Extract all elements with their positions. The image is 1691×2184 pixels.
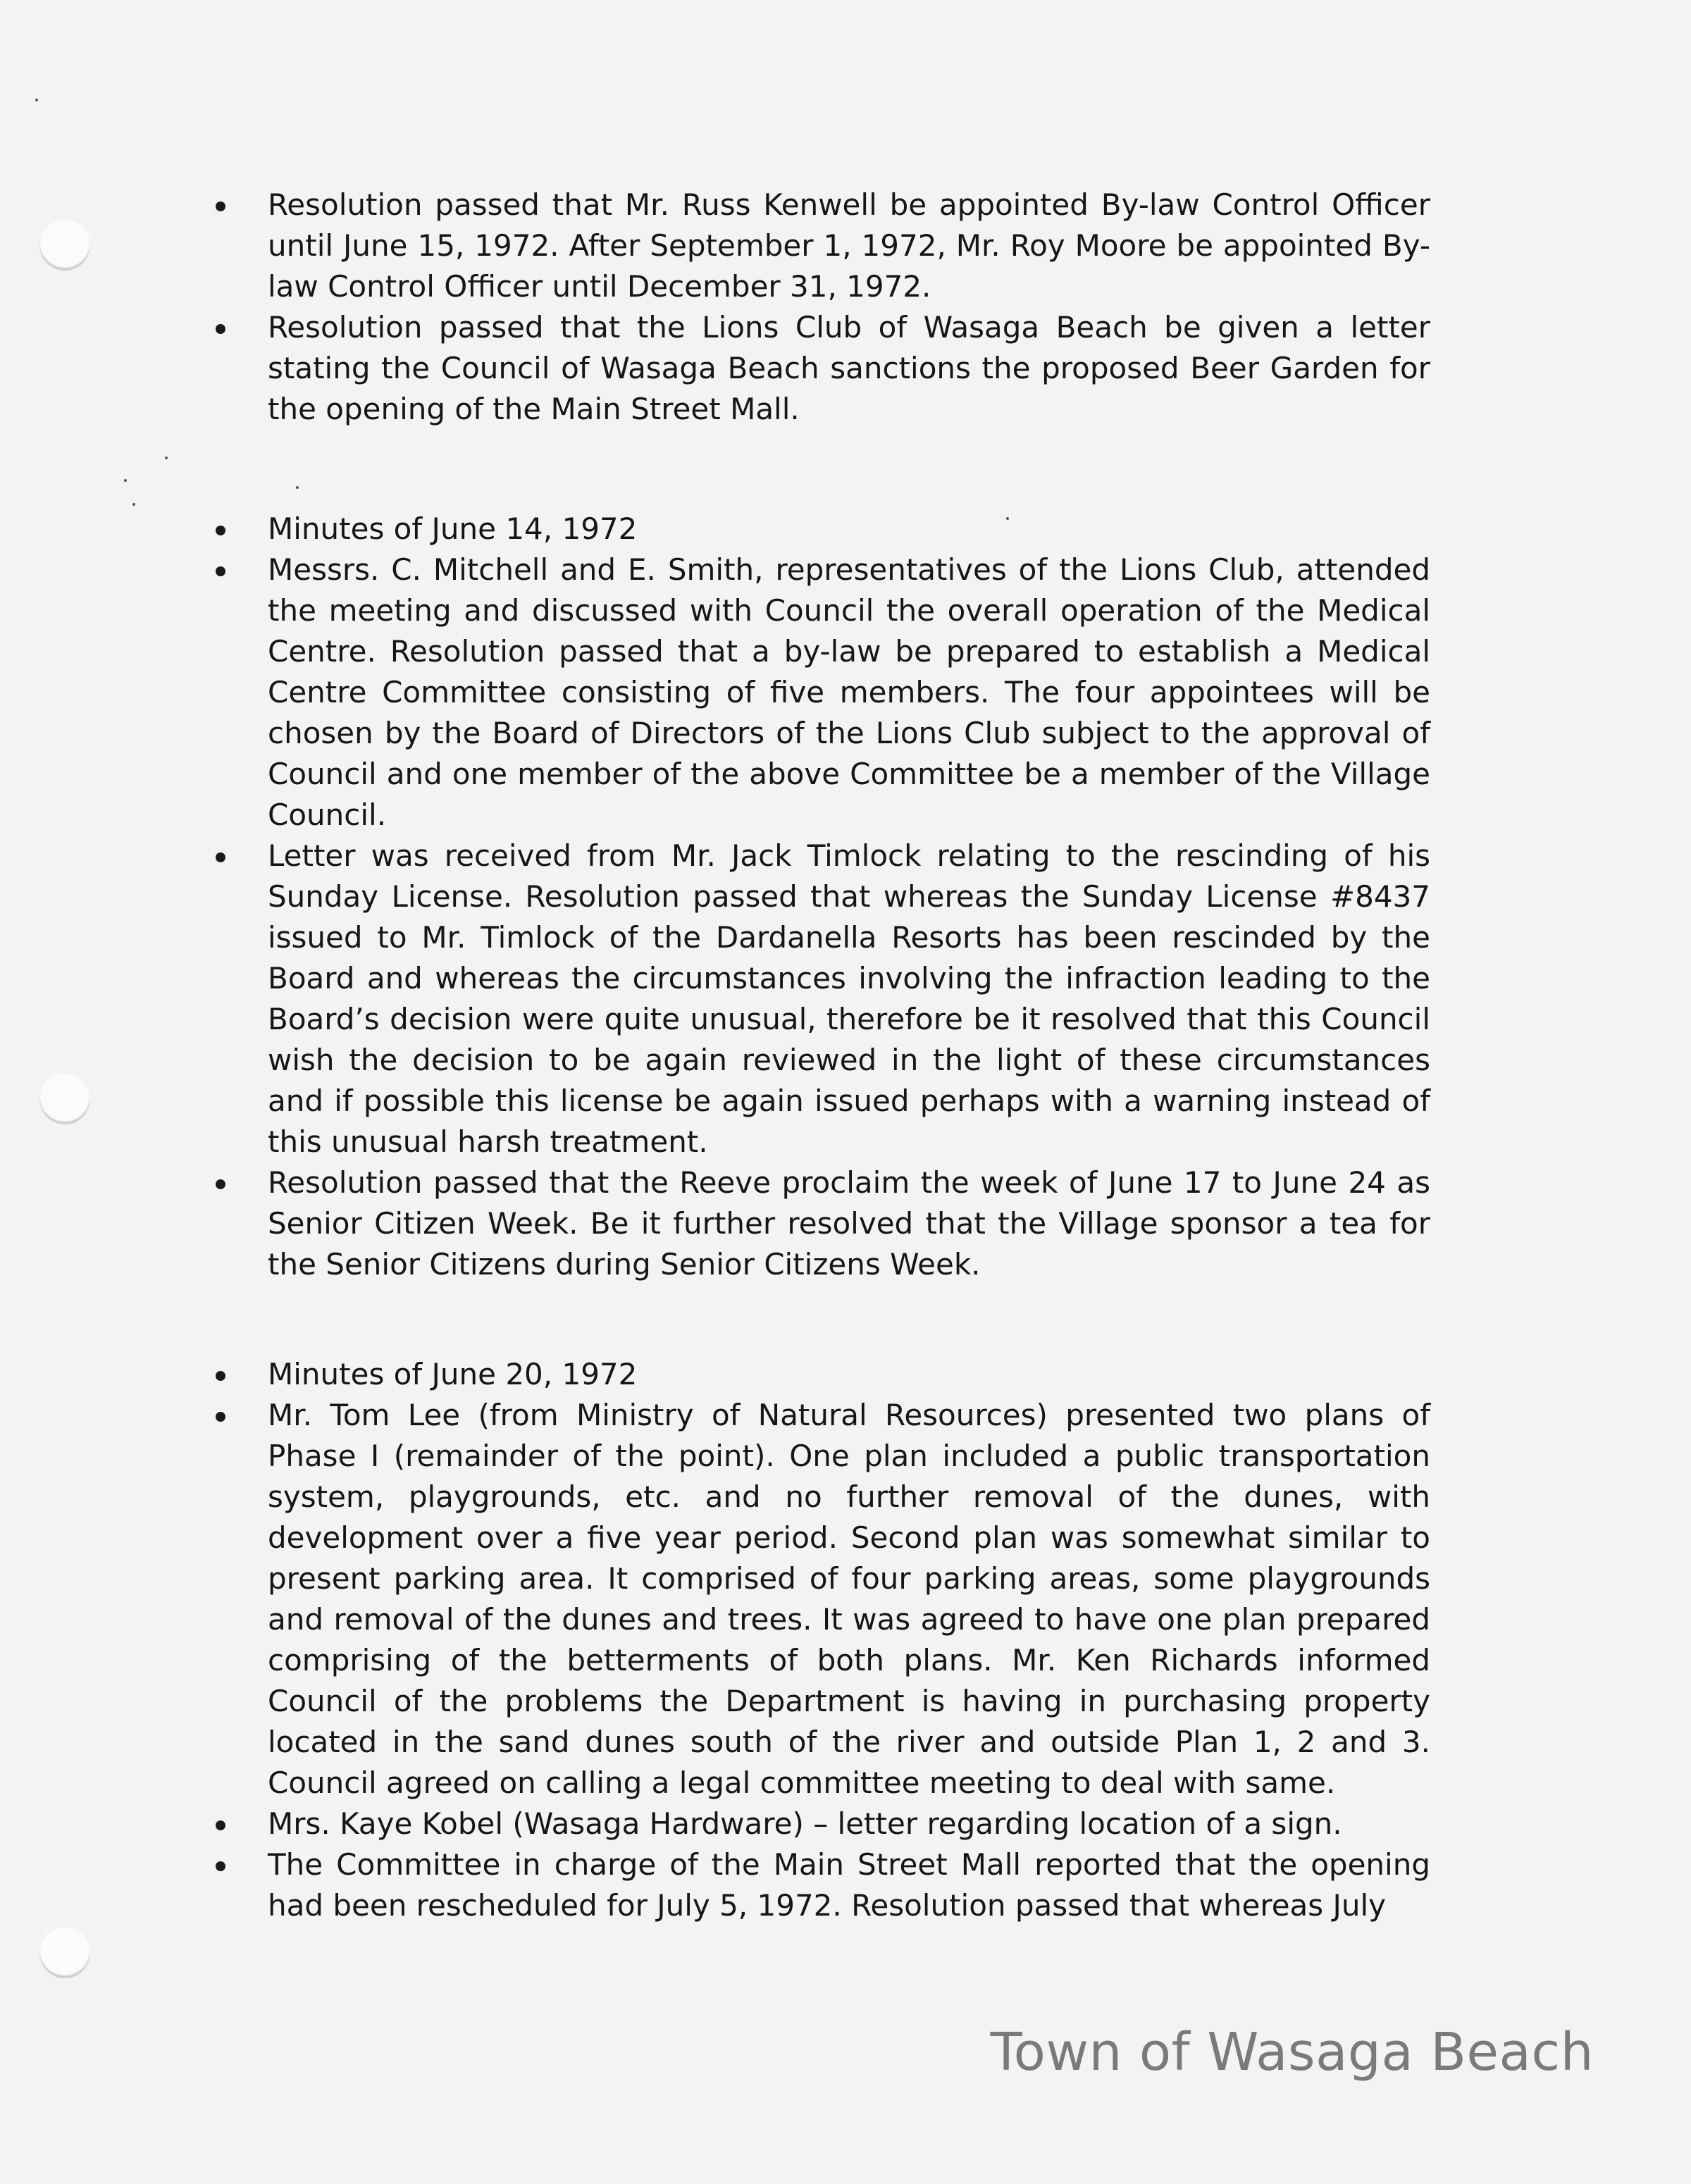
list-item (211, 185, 1430, 307)
list-item-text: Mr. Tom Lee (from Ministry of Natural Resources) presented two plans of Phase I (remainder of the point). One plan included a public transportation system, playgrounds, etc. and no further removal of the dunes, with development over a five year period. Second plan was somewhat similar to present parking area. It comprised of four parking areas, some playgrounds and removal of the dunes and trees. It was agreed to have one plan prepared comprising of the betterments of both plans. Mr. Ken Richards informed Council of the problems the Department is having in purchasing property located in the sand dunes south of the river and outside Plan 1, 2 and 3. Council agreed on calling a legal committee meeting to deal with same. (268, 1398, 1430, 1800)
bullet-icon (216, 1371, 225, 1381)
section-3 (211, 1354, 1430, 1926)
scan-speck (165, 457, 168, 459)
scan-speck (132, 503, 135, 506)
section-heading (211, 1354, 1430, 1395)
section-1 (211, 185, 1430, 430)
bullet-icon (216, 1179, 225, 1189)
list-item (211, 550, 1430, 836)
list-item-text: Resolution passed that the Reeve proclaim the week of June 17 to June 24 as Senior Citizen Week. Be it further resolved that the Village sponsor a tea for the Senior Citizens during Senior Citizens Week. (268, 1165, 1430, 1282)
punch-hole-top (39, 220, 90, 271)
list-item (211, 1804, 1430, 1844)
list-item (211, 1844, 1430, 1926)
bullet-icon (216, 526, 225, 535)
list-item-text: Resolution passed that Mr. Russ Kenwell be appointed By-law Control Officer until June 15, 1972. After September 1, 1972, Mr. Roy Moore be appointed By-law Control Officer until December 31, 1972. (268, 187, 1430, 304)
bullet-icon (216, 852, 225, 862)
list-item-text: Mrs. Kaye Kobel (Wasaga Hardware) – letter regarding location of a sign. (268, 1806, 1342, 1841)
watermark: Town of Wasaga Beach (990, 2022, 1594, 2083)
list-item (211, 1395, 1430, 1804)
section-heading (211, 509, 1430, 550)
scan-speck (124, 479, 127, 482)
list-item (211, 1162, 1430, 1285)
minutes-date-heading: Minutes of June 14, 1972 (268, 511, 638, 546)
list-item-text: The Committee in charge of the Main Street Mall reported that the opening had been rescheduled for July 5, 1972. Resolution passed that whereas July (268, 1847, 1430, 1923)
list-item-text: Resolution passed that the Lions Club of Wasaga Beach be given a letter stating the Council of Wasaga Beach sanctions the proposed Beer Garden for the opening of the Main Street Mall. (268, 310, 1430, 426)
scan-speck (296, 486, 299, 489)
list-item-text: Letter was received from Mr. Jack Timlock relating to the rescinding of his Sunday License. Resolution passed that whereas the Sunday License #8437 issued to Mr. Timlock of the Dardanella Resorts has been rescinded by the Board and whereas the circumstances involving the infraction leading to the Board’s decision were quite unusual, therefore be it resolved that this Council wish the decision to be again reviewed in the light of these circumstances and if possible this license be again issued perhaps with a warning instead of this unusual harsh treatment. (268, 838, 1430, 1159)
minutes-date-heading: Minutes of June 20, 1972 (268, 1357, 638, 1391)
bullet-icon (216, 1412, 225, 1422)
list-item (211, 836, 1430, 1162)
punch-hole-bottom (39, 1928, 90, 1978)
bullet-icon (216, 566, 225, 576)
bullet-icon (216, 1820, 225, 1830)
list-item (211, 307, 1430, 430)
list-item-text: Messrs. C. Mitchell and E. Smith, representatives of the Lions Club, attended the meeting and discussed with Council the overall operation of the Medical Centre. Resolution passed that a by-law be prepared to establish a Medical Centre Committee consisting of five members. The four appointees will be chosen by the Board of Directors of the Lions Club subject to the approval of Council and one member of the above Committee be a member of the Village Council. (268, 552, 1430, 832)
bullet-icon (216, 201, 225, 211)
section-2 (211, 509, 1430, 1285)
bullet-icon (216, 1861, 225, 1871)
bullet-icon (216, 324, 225, 334)
scan-speck (35, 99, 38, 101)
punch-hole-middle (39, 1074, 90, 1124)
